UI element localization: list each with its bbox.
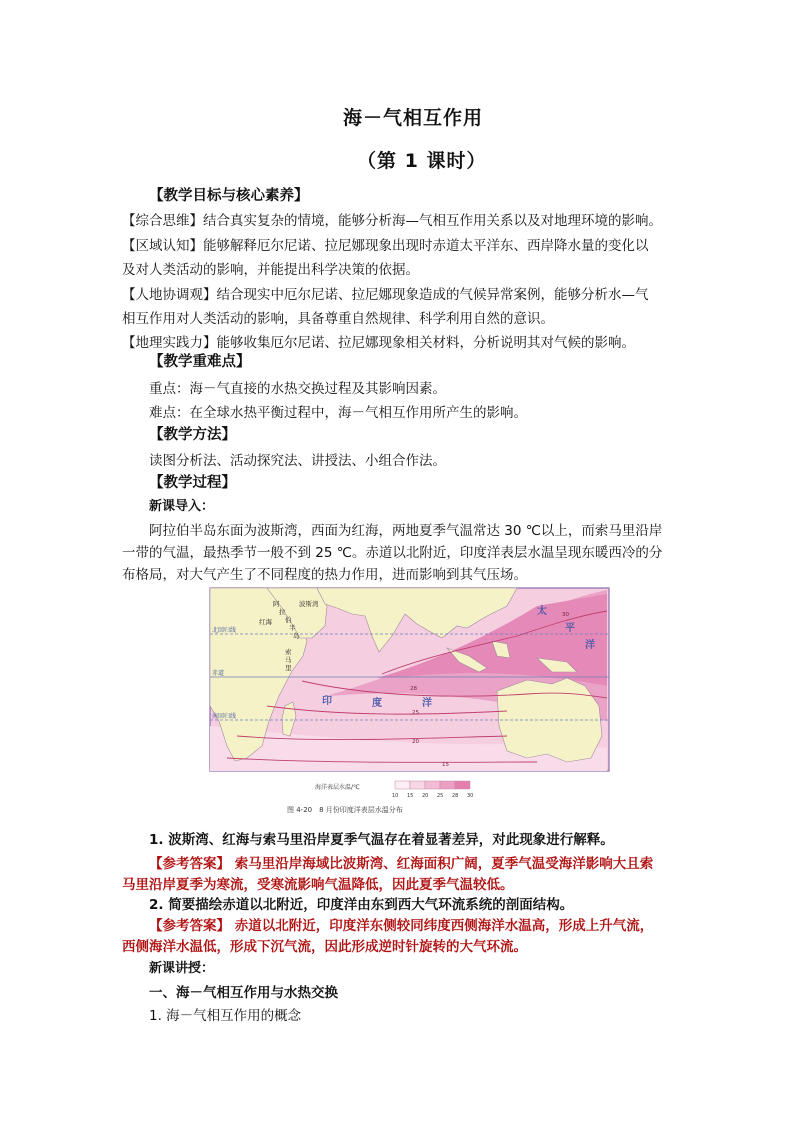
goal-thinking: 【综合思维】结合真实复杂的情境，能够分析海—气相互作用关系以及对地理环境的影响。 [122,213,662,229]
intro-line-1: 阿拉伯半岛东面为波斯湾，西面为红海，两地夏季气温常达 30 ℃以上，而索马里沿岸 [149,523,663,539]
label-pacific-2: 平 [565,623,575,634]
section-1-1-heading: 1. 海－气相互作用的概念 [149,1008,302,1024]
map-frame [210,588,609,771]
legend-tick-15: 15 [407,793,414,799]
process-heading: 【教学过程】 [149,475,236,491]
goal-harmony-line1: 【人地协调观】结合现实中厄尔尼诺、拉尼娜现象造成的气候异常案例，能够分析水—气 [122,287,649,303]
answer-2-line1 [149,914,653,934]
answer-1-text: 索马里沿岸海域比波斯湾、红海面积广阔，夏季气温受海洋影响大且索 [230,856,654,872]
legend-tick-20: 20 [422,793,429,799]
isotherm-20: 20 [412,739,419,745]
label-red-sea: 红海 [259,618,272,626]
isotherm-28: 28 [410,686,417,692]
answer-1-label: 【参考答案】 [149,856,230,872]
goal-practice: 【地理实践力】能够收集厄尔尼诺、拉尼娜现象相关材料，分析说明其对气候的影响。 [122,335,635,351]
intro-line-3: 布格局，对大气产生了不同程度的热力作用，进而影响到其气压场。 [122,567,527,583]
indian-ocean-sst-map [207,586,612,818]
label-tropic-n: 北回归线 [212,627,237,634]
question-2: 2. 简要描绘赤道以北附近，印度洋由东到西大气环流系统的剖面结构。 [149,897,574,913]
label-arabia-1: 阿 [273,600,280,608]
answer-1-line1 [149,852,653,872]
legend-tick-25: 25 [437,793,444,799]
page-title: 海－气相互作用 [343,107,484,129]
goals-heading: 【教学目标与核心素养】 [149,188,309,204]
label-arabia-2: 拉 [279,608,286,616]
legend-tick-10: 10 [392,793,399,799]
answer-2-text: 赤道以北附近，印度洋东侧较同纬度西侧海洋水温高，形成上升气流， [230,918,654,934]
label-pacific-3: 洋 [585,640,595,651]
label-arabia-5: 岛 [293,632,300,640]
question-1: 1. 波斯湾、红海与索马里沿岸夏季气温存在着显著差异，对此现象进行解释。 [149,832,614,848]
label-persian-gulf: 波斯湾 [299,600,319,608]
label-arabia-3: 伯 [285,616,292,624]
goal-region-line2: 及对人类活动的影响，并能提出科学决策的依据。 [122,262,419,278]
lecture-label: 新课讲授： [149,961,215,976]
label-indian-1: 印 [322,696,332,707]
isotherm-30: 30 [562,612,569,618]
legend-tick-30: 30 [467,793,474,799]
goal-harmony-line2: 相互作用对人类活动的影响，具备尊重自然规律、科学利用自然的意识。 [122,311,554,327]
label-somalia-2: 马 [285,656,292,664]
methods: 读图分析法、活动探究法、讲授法、小组合作法。 [149,453,446,469]
method-heading: 【教学方法】 [149,427,236,443]
label-equator: 赤道 [212,670,225,677]
key-heading: 【教学重难点】 [149,354,251,370]
label-indian-3: 洋 [422,698,432,709]
label-indian-2: 度 [372,698,382,709]
map-caption: 图 4-20 8 月份印度洋表层水温分布 [287,806,403,814]
difficult-point: 难点：在全球水热平衡过程中，海－气相互作用所产生的影响。 [149,405,527,421]
answer-2-label: 【参考答案】 [149,918,230,934]
key-point: 重点：海－气直接的水热交换过程及其影响因素。 [149,381,446,397]
label-somalia-3: 里 [285,664,292,672]
section-1-heading: 一、海－气相互作用与水热交换 [149,985,338,1001]
label-tropic-s: 南回归线 [212,713,237,720]
page-subtitle: （第 1 课时） [357,150,487,172]
legend-tick-28: 28 [452,793,459,799]
answer-1-line2: 马里沿岸夏季为寒流，受寒流影响气温降低，因此夏季气温较低。 [122,877,514,893]
intro-line-2: 一带的气温，最热季节一般不到 25 ℃。赤道以北附近，印度洋表层水温呈现东暖西冷的分 [122,545,663,561]
isotherm-15: 15 [442,762,449,768]
isotherm-25: 25 [412,710,419,716]
intro-label: 新课导入： [149,499,215,514]
legend-title: 海洋表层水温/℃ [315,784,360,791]
goal-region-line1: 【区域认知】能够解释厄尔尼诺、拉尼娜现象出现时赤道太平洋东、西岸降水量的变化以 [122,238,649,254]
label-somalia-1: 索 [285,648,292,656]
label-pacific-1: 太 [537,606,547,617]
answer-2-line2: 西侧海洋水温低，形成下沉气流，因此形成逆时针旋转的大气环流。 [122,939,527,955]
label-arabia-4: 半 [289,624,296,632]
